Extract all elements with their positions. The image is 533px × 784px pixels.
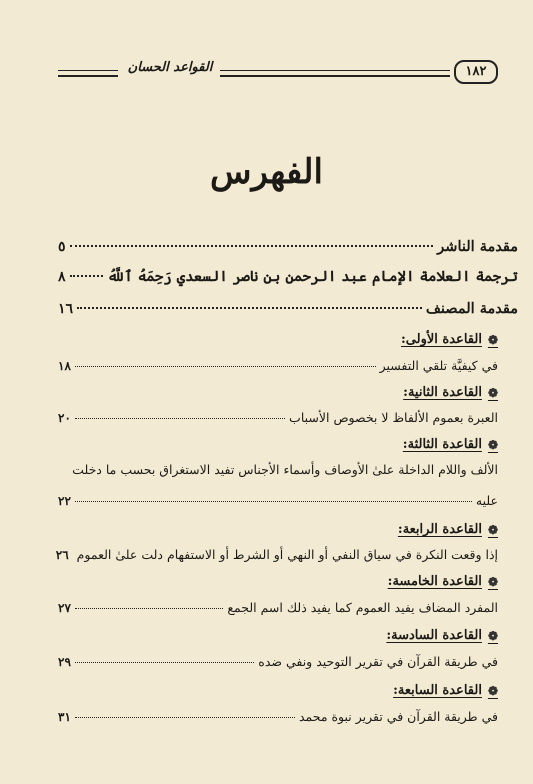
rule-heading-label: القاعدة السادسة: xyxy=(386,628,482,643)
toc-entry-publisher-intro xyxy=(58,238,518,255)
toc-entry xyxy=(58,358,498,373)
rule-heading xyxy=(58,437,498,452)
toc-entry-page: ٢٠ xyxy=(58,411,71,425)
toc-entry-author-intro xyxy=(58,300,518,317)
flower-ornament-icon: ❁ xyxy=(487,332,498,347)
flower-ornament-icon: ❁ xyxy=(487,522,498,537)
toc-entry xyxy=(55,547,498,562)
toc-entry-label: في طريقة القرآن في تقرير نبوة محمد xyxy=(298,709,498,724)
toc-entry-page: ٨ xyxy=(58,269,66,285)
toc-entry xyxy=(58,600,498,615)
flower-ornament-icon: ❁ xyxy=(487,628,498,643)
page-number: ١٨٢ xyxy=(454,60,498,84)
header-rule-middle xyxy=(220,70,450,77)
toc-entry-page: ٣١ xyxy=(58,710,71,724)
toc-entry-text: الألف واللام الداخلة علىٰ الأوصاف وأسماء الأجناس تفيد الاستغراق بحسب ما دخلت xyxy=(72,462,498,477)
toc-entry-page: ٢٢ xyxy=(58,494,71,508)
leader-dots xyxy=(75,501,472,502)
rule-heading-label: القاعدة الرابعة: xyxy=(397,522,482,537)
leader-dots xyxy=(70,245,434,247)
rule-heading xyxy=(58,522,498,537)
rule-heading-label: القاعدة الثالثة: xyxy=(402,437,482,452)
header-rule-left xyxy=(58,70,118,77)
flower-ornament-icon: ❁ xyxy=(487,385,498,400)
toc-entry xyxy=(58,654,498,669)
rule-heading-label: القاعدة الخامسة: xyxy=(387,574,482,589)
toc-entry-page: ٢٩ xyxy=(58,655,71,669)
rule-heading xyxy=(58,683,498,698)
rule-heading-label: القاعدة الثانية: xyxy=(403,385,482,400)
leader-dots xyxy=(70,275,104,277)
rule-heading xyxy=(58,628,498,643)
toc-entry xyxy=(58,410,498,425)
leader-dots xyxy=(75,717,295,718)
toc-entry-label: في طريقة القرآن في تقرير التوحيد ونفي ضده xyxy=(258,654,498,669)
toc-entry-label: مقدمة المصنف xyxy=(425,300,518,317)
toc-entry-label: مقدمة الناشر xyxy=(437,238,518,255)
running-header xyxy=(58,60,518,84)
flower-ornament-icon: ❁ xyxy=(487,574,498,589)
leader-dots xyxy=(75,418,285,419)
flower-ornament-icon: ❁ xyxy=(487,683,498,698)
page-title: الفهرس xyxy=(210,152,323,192)
rule-heading-label: القاعدة الأولى: xyxy=(401,332,482,347)
toc-entry-page: ١٦ xyxy=(58,301,74,317)
toc-entry-page: ٢٦ xyxy=(55,548,69,562)
rule-heading xyxy=(58,574,498,589)
toc-entry-page: ٥ xyxy=(58,239,66,255)
toc-entry-label: المفرد المضاف يفيد العموم كما يفيد ذلك اسم الجمع xyxy=(227,600,498,615)
rule-heading xyxy=(58,332,498,347)
toc-entry xyxy=(58,493,498,508)
toc-entry-label: في كيفيَّة تلقي التفسير xyxy=(379,358,498,373)
leader-dots xyxy=(77,307,422,309)
leader-dots xyxy=(75,366,376,367)
toc-entry-biography xyxy=(58,268,518,285)
toc-entry-page: ٢٧ xyxy=(58,601,71,615)
toc-entry-label: العبرة بعموم الألفاظ لا بخصوص الأسباب xyxy=(289,410,498,425)
book-title: القواعد الحسان xyxy=(127,60,213,75)
toc-entry-page: ١٨ xyxy=(58,359,71,373)
leader-dots xyxy=(75,662,254,663)
toc-entry-label: ترجمة العلامة الإمام عبد الرحمن بن ناصر السعدي رَحِمَهُ ٱللَّهُ xyxy=(107,268,518,285)
toc-entry xyxy=(58,709,498,724)
rule-heading-label: القاعدة السابعة: xyxy=(393,683,482,698)
flower-ornament-icon: ❁ xyxy=(487,437,498,452)
rule-heading xyxy=(58,385,498,400)
toc-entry-label: عليه xyxy=(475,493,498,508)
leader-dots xyxy=(75,608,224,609)
toc-entry-label: إذا وقعت النكرة في سياق النفي أو النهي أو الشرط أو الاستفهام دلت علىٰ العموم xyxy=(76,547,498,562)
